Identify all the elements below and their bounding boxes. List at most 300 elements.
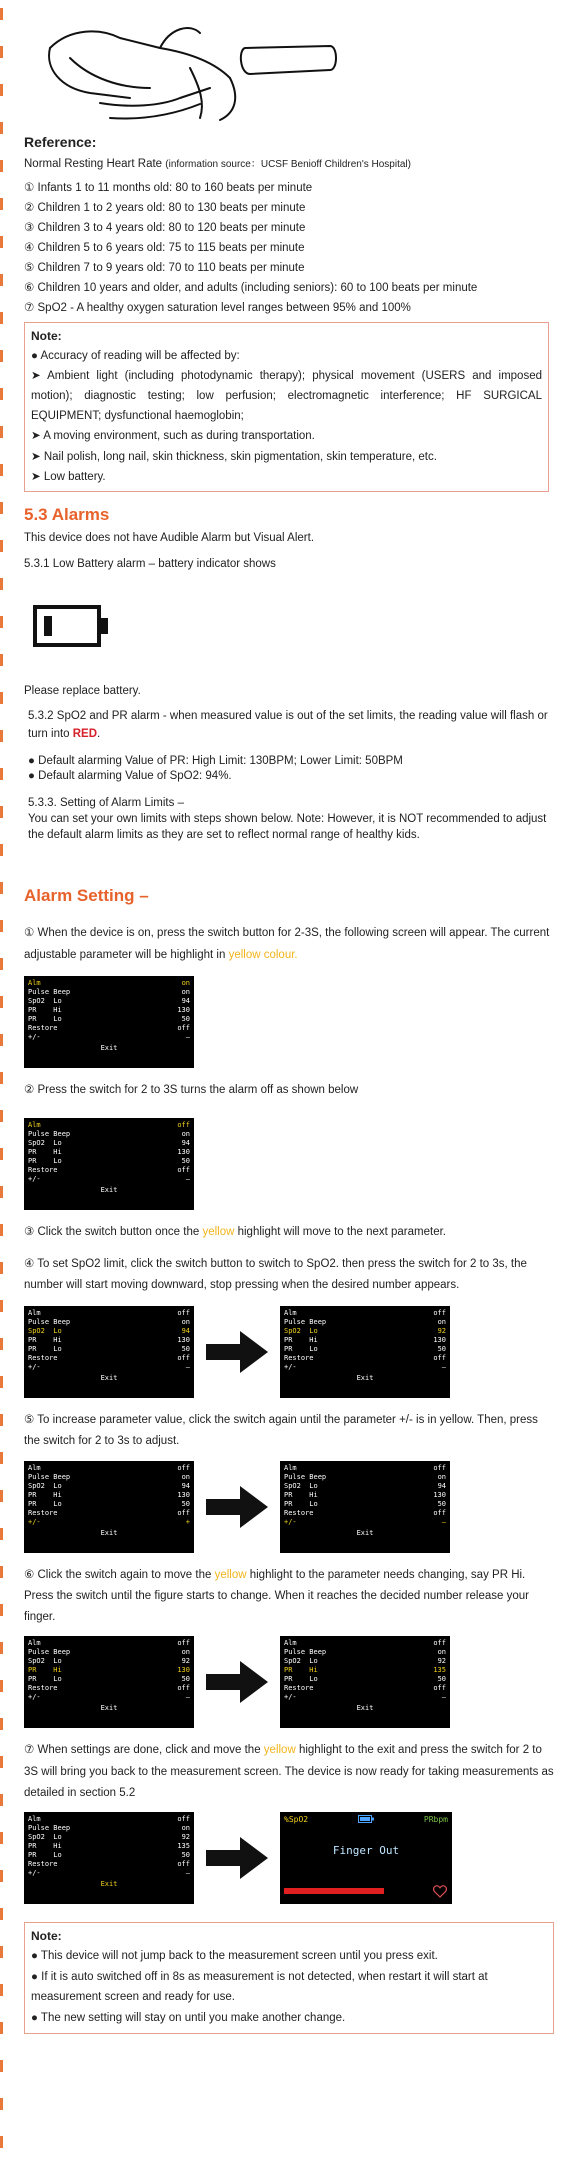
setting-row — [284, 1639, 446, 1648]
margin-mark — [0, 1604, 3, 1616]
pr-label: PRbpm — [423, 1815, 448, 1825]
margin-mark — [0, 1794, 3, 1806]
default-spo2: ● Default alarming Value of SpO2: 94%. — [28, 770, 232, 782]
setting-label: Restore — [28, 1684, 58, 1693]
setting-value: — — [441, 1693, 446, 1702]
margin-mark — [0, 84, 3, 96]
setting-row — [28, 1121, 190, 1130]
setting-value: off — [433, 1463, 446, 1472]
setting-row — [284, 1693, 446, 1702]
margin-mark — [0, 1642, 3, 1654]
setting-label: SpO2 Lo — [28, 1657, 62, 1666]
setting-value: off — [177, 1639, 190, 1648]
setting-value: 94 — [181, 1138, 190, 1147]
reference-item: ⑥ Children 10 years and older, and adults (including seniors): 60 to 100 beats per minute — [24, 282, 478, 295]
setting-row — [28, 1851, 190, 1860]
setting-value: off — [177, 1463, 190, 1472]
margin-mark — [0, 1072, 3, 1084]
section-alarms-heading: 5.3 Alarms — [24, 504, 110, 524]
battery-full-icon — [358, 1815, 374, 1823]
margin-mark — [0, 882, 3, 894]
setting-row — [28, 1666, 190, 1675]
setting-label: Restore — [284, 1354, 314, 1363]
margin-mark — [0, 616, 3, 628]
margin-mark — [0, 1718, 3, 1730]
setting-label: PR Lo — [28, 1675, 62, 1684]
setting-row — [28, 1006, 190, 1015]
setting-row — [28, 1509, 190, 1518]
setting-label: Alm — [284, 1639, 297, 1648]
arrow-right-icon — [202, 1657, 272, 1707]
setting-limits-title: 5.3.3. Setting of Alarm Limits – — [28, 796, 184, 809]
setting-label: PR Lo — [284, 1345, 318, 1354]
note-line: ● This device will not jump back to the measurement screen until you press exit. — [31, 1949, 438, 1962]
setting-label: PR Hi — [28, 1490, 62, 1499]
reference-source: (information source：UCSF Benioff Children's Hospital) — [165, 158, 411, 170]
step-1 — [24, 923, 554, 966]
setting-label: PR Lo — [284, 1499, 318, 1508]
step-7-text-a: ⑦ When settings are done, click and move the — [24, 1744, 264, 1757]
margin-mark — [0, 236, 3, 248]
setting-value: 50 — [181, 1675, 190, 1684]
setting-value: off — [433, 1309, 446, 1318]
setting-row — [28, 1318, 190, 1327]
reference-title: Reference: — [24, 134, 97, 150]
setting-row — [28, 1336, 190, 1345]
setting-label: PR Hi — [284, 1490, 318, 1499]
setting-row — [28, 1518, 190, 1527]
note-box — [24, 322, 549, 491]
margin-mark — [0, 2060, 3, 2072]
setting-label: PR Lo — [28, 1345, 62, 1354]
setting-value: 130 — [177, 1490, 190, 1499]
setting-row — [28, 1482, 190, 1491]
margin-mark — [0, 1148, 3, 1160]
exit-option: Exit — [100, 1374, 118, 1383]
setting-value: 92 — [181, 1657, 190, 1666]
margin-mark — [0, 1338, 3, 1350]
setting-label: SpO2 Lo — [28, 1833, 62, 1842]
setting-label: PR Hi — [28, 1842, 62, 1851]
margin-marks — [0, 0, 5, 2160]
setting-value: 130 — [177, 1005, 190, 1014]
setting-value: on — [437, 1472, 446, 1481]
setting-row — [28, 1363, 190, 1372]
setting-label: Pulse Beep — [28, 987, 71, 996]
setting-row — [284, 1684, 446, 1693]
reference-item: ③ Children 3 to 4 years old: 80 to 120 beats per minute — [24, 221, 306, 234]
setting-label: PR Hi — [28, 1005, 62, 1014]
setting-row — [28, 1824, 190, 1833]
setting-value: 94 — [181, 1481, 190, 1490]
setting-value: 130 — [177, 1336, 190, 1345]
alarm-screen-4a — [24, 1306, 194, 1398]
setting-value: off — [177, 1354, 190, 1363]
arrow-right-icon — [202, 1482, 272, 1532]
margin-mark — [0, 1528, 3, 1540]
step-6-screens — [24, 1636, 554, 1728]
setting-row — [28, 1309, 190, 1318]
setting-value: 92 — [181, 1833, 190, 1842]
setting-label: +/- — [284, 1363, 297, 1372]
setting-label: PR Lo — [28, 1156, 62, 1165]
setting-label: SpO2 Lo — [284, 1327, 318, 1336]
exit-option: Exit — [100, 1185, 118, 1194]
setting-row — [28, 1815, 190, 1824]
margin-mark — [0, 1756, 3, 1768]
margin-mark — [0, 578, 3, 590]
alarm-setting-heading: Alarm Setting – — [24, 886, 149, 906]
setting-row — [28, 1500, 190, 1509]
setting-label: Alm — [284, 1463, 297, 1472]
setting-row — [28, 1833, 190, 1842]
setting-limits-text: You can set your own limits with steps shown below. Note: However, it is NOT recommended to adjust the default alarm limits as they are set to reflect normal range of healthy kids. — [28, 812, 547, 841]
reference-subtitle-main: Normal Resting Heart Rate — [24, 157, 163, 170]
margin-mark — [0, 312, 3, 324]
step-7-screens — [24, 1812, 554, 1904]
setting-value: — — [185, 1363, 190, 1372]
setting-row — [284, 1675, 446, 1684]
margin-mark — [0, 1490, 3, 1502]
margin-mark — [0, 1224, 3, 1236]
setting-label: Alm — [28, 978, 41, 987]
margin-mark — [0, 350, 3, 362]
setting-value: off — [177, 1165, 190, 1174]
setting-value: — — [185, 1032, 190, 1041]
setting-value: 50 — [181, 1014, 190, 1023]
yellow-word: yellow — [263, 1744, 296, 1757]
setting-value: off — [433, 1354, 446, 1363]
setting-label: SpO2 Lo — [284, 1481, 318, 1490]
setting-label: SpO2 Lo — [28, 1138, 62, 1147]
setting-label: PR Hi — [284, 1666, 318, 1675]
step-5-screens — [24, 1461, 554, 1553]
reference-subtitle — [24, 156, 554, 174]
margin-mark — [0, 1870, 3, 1882]
setting-row — [28, 1684, 190, 1693]
setting-value: on — [181, 1472, 190, 1481]
step-3-text-a: ③ Click the switch button once the — [24, 1225, 203, 1238]
setting-label: PR Lo — [284, 1675, 318, 1684]
measure-header — [284, 1815, 448, 1824]
finger-out-message: Finger Out — [332, 1844, 400, 1858]
step-7 — [24, 1740, 554, 1804]
setting-value: 94 — [181, 996, 190, 1005]
setting-row — [284, 1473, 446, 1482]
setting-row — [284, 1657, 446, 1666]
setting-value: — — [441, 1363, 446, 1372]
setting-label: PR Hi — [28, 1147, 62, 1156]
setting-value: 94 — [181, 1327, 190, 1336]
setting-row — [28, 1345, 190, 1354]
setting-value: + — [185, 1517, 190, 1526]
setting-label: SpO2 Lo — [284, 1657, 318, 1666]
period: . — [97, 728, 101, 741]
step-4: ④ To set SpO2 limit, click the switch button to switch to SpO2. then press the switch for 2 to 3s, the number will start moving downward, stop pressing when the desired number appears. — [24, 1257, 527, 1291]
setting-row — [284, 1666, 446, 1675]
exit-option: Exit — [100, 1704, 118, 1713]
setting-label: Pulse Beep — [28, 1129, 71, 1138]
setting-label: Alm — [28, 1309, 41, 1318]
low-battery-title: 5.3.1 Low Battery alarm – battery indicator shows — [24, 558, 276, 570]
margin-mark — [0, 198, 3, 210]
setting-label: PR Lo — [28, 1014, 62, 1023]
exit-option: Exit — [100, 1528, 118, 1537]
setting-row — [284, 1345, 446, 1354]
setting-row — [28, 1491, 190, 1500]
setting-value: on — [181, 1129, 190, 1138]
setting-row — [28, 1648, 190, 1657]
alarm-screen-7a — [24, 1812, 194, 1904]
setting-value: 50 — [181, 1499, 190, 1508]
setting-value: — — [441, 1517, 446, 1526]
setting-row — [28, 1860, 190, 1869]
note-line: ● If it is auto switched off in 8s as measurement is not detected, when restart it will start at measurement screen and ready for use. — [31, 1970, 488, 2004]
yellow-colour-word: yellow colour. — [228, 948, 298, 961]
margin-mark — [0, 844, 3, 856]
setting-value: on — [437, 1318, 446, 1327]
setting-value: on — [181, 1318, 190, 1327]
margin-mark — [0, 8, 3, 20]
setting-label: Alm — [28, 1120, 41, 1129]
setting-label: Restore — [28, 1508, 58, 1517]
setting-value: on — [181, 1824, 190, 1833]
note-line: ● Accuracy of reading will be affected by: — [31, 349, 240, 362]
setting-label: +/- — [28, 1363, 41, 1372]
note-line: ➤ Nail polish, long nail, skin thickness, skin pigmentation, skin temperature, etc. — [31, 450, 437, 463]
measurement-screen — [280, 1812, 452, 1904]
yellow-word: yellow — [202, 1225, 235, 1238]
setting-row — [28, 1024, 190, 1033]
note-2-title: Note: — [31, 1929, 62, 1944]
setting-label: Alm — [28, 1639, 41, 1648]
setting-value: 130 — [177, 1147, 190, 1156]
setting-row — [28, 1166, 190, 1175]
setting-value: off — [177, 1815, 190, 1824]
setting-value: 92 — [437, 1327, 446, 1336]
setting-label: Restore — [28, 1860, 58, 1869]
setting-value: on — [181, 978, 190, 987]
setting-value: 135 — [177, 1842, 190, 1851]
setting-label: SpO2 Lo — [28, 1481, 62, 1490]
exit-option: Exit — [100, 1043, 118, 1052]
setting-row — [284, 1318, 446, 1327]
step-7-text-b: highlight to the exit and press the switch for 2 to 3S will bring you back to the measurement screen. The device is now ready for taking measurements as detailed in section 5.2 — [24, 1744, 554, 1799]
setting-label: PR Hi — [284, 1336, 318, 1345]
setting-label: PR Hi — [28, 1666, 62, 1675]
margin-mark — [0, 920, 3, 932]
setting-row — [284, 1354, 446, 1363]
setting-row — [28, 1148, 190, 1157]
margin-mark — [0, 1452, 3, 1464]
margin-mark — [0, 2136, 3, 2148]
exit-option: Exit — [100, 1880, 118, 1889]
step-4-screens — [24, 1306, 554, 1398]
step-3-text-b: highlight will move to the next parameter. — [234, 1225, 446, 1238]
setting-label: Alm — [284, 1309, 297, 1318]
margin-mark — [0, 46, 3, 58]
setting-value: 50 — [181, 1156, 190, 1165]
margin-mark — [0, 1984, 3, 1996]
setting-value: 135 — [433, 1666, 446, 1675]
setting-row — [28, 988, 190, 997]
margin-mark — [0, 996, 3, 1008]
margin-mark — [0, 1414, 3, 1426]
setting-row — [28, 1130, 190, 1139]
setting-label: SpO2 Lo — [28, 1327, 62, 1336]
setting-label: Pulse Beep — [28, 1472, 71, 1481]
setting-value: off — [433, 1684, 446, 1693]
setting-label: PR Hi — [28, 1336, 62, 1345]
spo2-pr-alarm-text — [24, 708, 554, 744]
margin-mark — [0, 2022, 3, 2034]
reference-item: ④ Children 5 to 6 years old: 75 to 115 beats per minute — [24, 241, 305, 254]
margin-mark — [0, 1832, 3, 1844]
setting-row — [28, 1139, 190, 1148]
margin-mark — [0, 1566, 3, 1578]
margin-mark — [0, 274, 3, 286]
step-6 — [24, 1565, 554, 1629]
yellow-word: yellow — [214, 1568, 247, 1581]
setting-label: +/- — [28, 1869, 41, 1878]
setting-row — [28, 1354, 190, 1363]
default-pr: ● Default alarming Value of PR: High Limit: 130BPM; Lower Limit: 50BPM — [28, 755, 403, 768]
red-word: RED — [72, 728, 98, 741]
reference-item: ① Infants 1 to 11 months old: 80 to 160 beats per minute — [24, 181, 313, 194]
setting-row — [284, 1509, 446, 1518]
margin-mark — [0, 540, 3, 552]
setting-row — [28, 1869, 190, 1878]
setting-label: Pulse Beep — [28, 1648, 71, 1657]
setting-value: off — [433, 1639, 446, 1648]
setting-row — [28, 1157, 190, 1166]
note-title: Note: — [31, 329, 62, 344]
alarm-screen-6b — [280, 1636, 450, 1728]
setting-value: 50 — [437, 1675, 446, 1684]
reference-item: ② Children 1 to 2 years old: 80 to 130 beats per minute — [24, 201, 306, 214]
setting-value: off — [177, 1120, 190, 1129]
finger-clip-illustration — [40, 8, 340, 128]
setting-value: on — [437, 1648, 446, 1657]
margin-mark — [0, 1300, 3, 1312]
margin-mark — [0, 502, 3, 514]
setting-value: off — [433, 1508, 446, 1517]
setting-row — [28, 1473, 190, 1482]
alarms-intro: This device does not have Audible Alarm but Visual Alert. — [24, 532, 315, 545]
setting-label: Restore — [28, 1354, 58, 1363]
exit-option: Exit — [356, 1704, 374, 1713]
spo2-pr-text: 5.3.2 SpO2 and PR alarm - when measured value is out of the set limits, the reading value will flash or turn into — [28, 710, 548, 741]
setting-row — [284, 1482, 446, 1491]
margin-mark — [0, 1110, 3, 1122]
setting-label: Pulse Beep — [284, 1648, 327, 1657]
setting-row — [284, 1363, 446, 1372]
setting-label: Pulse Beep — [284, 1472, 327, 1481]
alarm-screen-5a — [24, 1461, 194, 1553]
setting-label: Pulse Beep — [28, 1824, 71, 1833]
setting-row — [28, 997, 190, 1006]
margin-mark — [0, 654, 3, 666]
setting-value: 130 — [177, 1666, 190, 1675]
setting-row — [28, 1464, 190, 1473]
margin-mark — [0, 1034, 3, 1046]
setting-value: off — [177, 1684, 190, 1693]
note-line: ➤ A moving environment, such as during transportation. — [31, 430, 315, 443]
battery-icon — [32, 602, 112, 652]
setting-value: 50 — [437, 1345, 446, 1354]
setting-row — [28, 1015, 190, 1024]
note-line: ● The new setting will stay on until you make another change. — [31, 2011, 346, 2024]
alarm-screen-1 — [24, 976, 194, 1068]
heart-icon — [433, 1885, 447, 1898]
setting-row — [28, 1842, 190, 1851]
note-line: ➤ Ambient light (including photodynamic therapy); physical movement (USERS and imposed motion); diagnostic testing; low perfusion; electromagnetic interference; HF SURGICAL EQUIPMENT; dysfunctional haemoglobin; — [31, 370, 542, 423]
exit-option: Exit — [356, 1374, 374, 1383]
setting-row — [284, 1648, 446, 1657]
setting-row — [28, 1175, 190, 1184]
setting-row — [284, 1464, 446, 1473]
setting-value: — — [185, 1174, 190, 1183]
step-5: ⑤ To increase parameter value, click the switch again until the parameter +/- is in yellow. Then, press the switch for 2 to 3s to adjust. — [24, 1414, 538, 1448]
setting-label: +/- — [284, 1517, 297, 1526]
setting-value: — — [185, 1869, 190, 1878]
setting-row — [28, 1693, 190, 1702]
setting-value: on — [181, 987, 190, 996]
setting-value: off — [177, 1508, 190, 1517]
setting-label: Restore — [28, 1023, 58, 1032]
margin-mark — [0, 692, 3, 704]
step-6-text-a: ⑥ Click the switch again to move the — [24, 1568, 215, 1581]
setting-label: Pulse Beep — [28, 1318, 71, 1327]
reference-item: ⑦ SpO2 - A healthy oxygen saturation level ranges between 95% and 100% — [24, 302, 411, 315]
note-line: ➤ Low battery. — [31, 470, 106, 483]
setting-label: Restore — [284, 1684, 314, 1693]
spo2-label: %SpO2 — [284, 1815, 309, 1825]
setting-label: Restore — [284, 1508, 314, 1517]
step-1-text: ① When the device is on, press the switch button for 2-3S, the following screen will appear. The current adjustable parameter will be highlight in — [24, 927, 550, 961]
alarm-screen-6a — [24, 1636, 194, 1728]
setting-value: 94 — [437, 1481, 446, 1490]
setting-label: +/- — [28, 1174, 41, 1183]
margin-mark — [0, 958, 3, 970]
setting-value: 130 — [433, 1490, 446, 1499]
setting-row — [284, 1309, 446, 1318]
setting-row — [284, 1336, 446, 1345]
setting-value: 130 — [433, 1336, 446, 1345]
margin-mark — [0, 1680, 3, 1692]
red-bar — [284, 1888, 384, 1894]
margin-mark — [0, 1946, 3, 1958]
margin-mark — [0, 1262, 3, 1274]
margin-mark — [0, 2098, 3, 2110]
setting-row — [284, 1518, 446, 1527]
setting-label: PR Lo — [28, 1851, 62, 1860]
margin-mark — [0, 1376, 3, 1388]
setting-value: on — [181, 1648, 190, 1657]
margin-mark — [0, 464, 3, 476]
setting-label: +/- — [28, 1693, 41, 1702]
setting-row — [284, 1500, 446, 1509]
setting-value: 50 — [181, 1851, 190, 1860]
reference-item: ⑤ Children 7 to 9 years old: 70 to 110 beats per minute — [24, 262, 305, 274]
setting-value: off — [177, 1023, 190, 1032]
alarm-screen-4b — [280, 1306, 450, 1398]
step-6-text-b: highlight to the parameter needs changing, say PR Hi. Press the switch until the figure starts to change. When it reaches the decided number release your finger. — [24, 1568, 529, 1624]
arrow-right-icon — [202, 1327, 272, 1377]
setting-row — [28, 1675, 190, 1684]
setting-value: off — [177, 1860, 190, 1869]
setting-value: 50 — [437, 1499, 446, 1508]
